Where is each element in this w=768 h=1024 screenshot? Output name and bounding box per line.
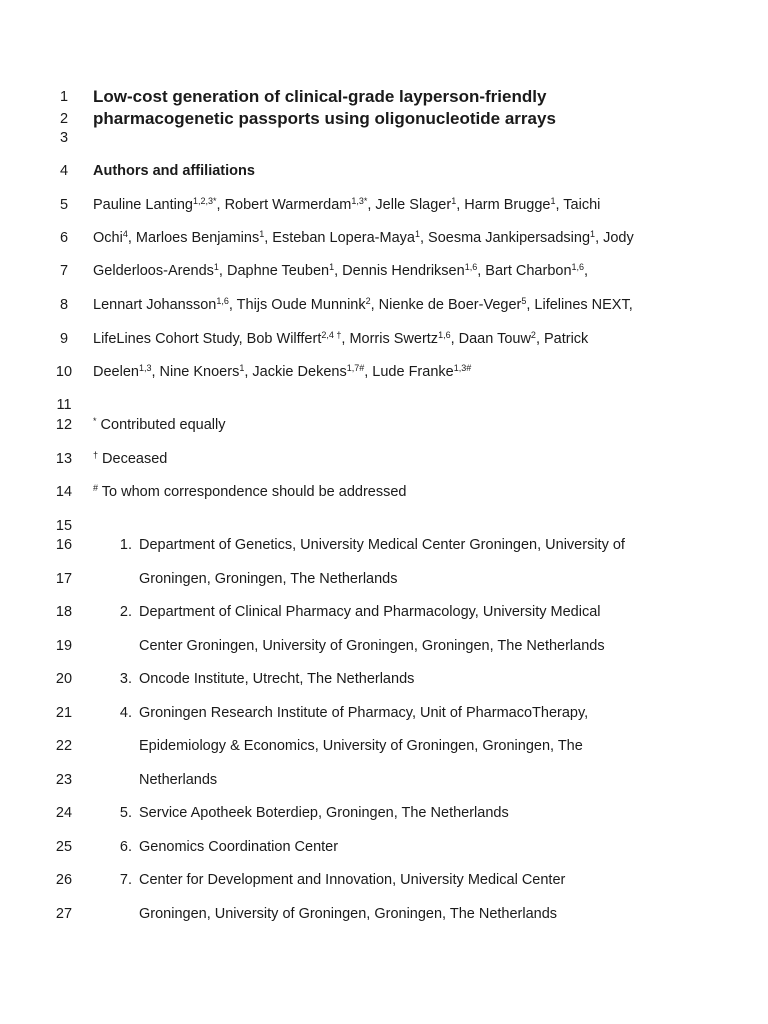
line-number: 19 xyxy=(55,638,73,654)
line-number: 26 xyxy=(55,872,73,888)
line-number: 12 xyxy=(55,417,73,433)
line-number: 16 xyxy=(55,537,73,553)
affiliation-number: 3. xyxy=(119,671,132,687)
affiliation-text: Groningen, Groningen, The Netherlands xyxy=(139,571,398,587)
affiliation-text: Service Apotheek Boterdiep, Groningen, The Netherlands xyxy=(139,805,509,821)
affiliation-number: 6. xyxy=(119,839,132,855)
affiliation-text: Center for Development and Innovation, University Medical Center xyxy=(139,872,566,888)
line-number: 27 xyxy=(55,906,73,922)
affiliation-text: Epidemiology & Economics, University of Groningen, Groningen, The xyxy=(139,738,583,754)
line-number: 11 xyxy=(56,397,72,413)
paper-title-line-1: Low-cost generation of clinical-grade layperson-friendly xyxy=(93,87,547,106)
line-number: 13 xyxy=(55,451,73,467)
line-number: 8 xyxy=(59,297,69,313)
line-number: 2 xyxy=(59,111,69,127)
affiliation-text: Center Groningen, University of Groningen, Groningen, The Netherlands xyxy=(139,638,605,654)
author-line-7: Gelderloos-Arends$^1$, Daphne Teuben$^1$, Dennis Hendriksen$^{1,6}$, Bart Charbon$^{1,6}$, xyxy=(93,262,589,279)
affiliation-number: 2. xyxy=(119,604,132,620)
affiliation-number: 5. xyxy=(119,805,132,821)
line-number: 15 xyxy=(55,518,73,534)
line-number: 25 xyxy=(55,839,73,855)
line-number: 18 xyxy=(55,604,73,620)
line-number: 10 xyxy=(55,364,73,380)
note-deceased: † Deceased xyxy=(93,450,168,467)
affiliation-text: Groningen Research Institute of Pharmacy, Unit of PharmacoTherapy, xyxy=(139,705,589,721)
line-number: 9 xyxy=(59,331,69,347)
line-number: 22 xyxy=(55,738,73,754)
affiliation-text: Genomics Coordination Center xyxy=(139,839,339,855)
affiliation-text: Oncode Institute, Utrecht, The Netherlands xyxy=(139,671,415,687)
line-number: 7 xyxy=(59,263,69,279)
line-number: 23 xyxy=(55,772,73,788)
line-number: 3 xyxy=(59,130,69,146)
affiliation-number: 1. xyxy=(119,537,132,553)
author-line-10: Deelen$^{1,3}$, Nine Knoers$^1$, Jackie Dekens$^{1,7\#}$, Lude Franke$^{1,3\#}$ xyxy=(93,363,472,380)
line-number: 4 xyxy=(59,163,69,179)
author-line-9: LifeLines Cohort Study, Bob Wilffert$^{2,4 \dagger}$, Morris Swertz$^{1,6}$, Daan Touw$^2$, Patrick xyxy=(93,330,589,347)
authors-heading: Authors and affiliations xyxy=(93,163,255,179)
author-line-5: Pauline Lanting$^{1,2,3*}$, Robert Warmerdam$^{1,3*}$, Jelle Slager$^1$, Harm Brugge$^1$, Taichi xyxy=(93,196,601,213)
line-number: 24 xyxy=(55,805,73,821)
affiliation-text: Department of Clinical Pharmacy and Pharmacology, University Medical xyxy=(139,604,601,620)
paper-title-line-2: pharmacogenetic passports using oligonucleotide arrays xyxy=(93,109,556,128)
author-line-6: Ochi$^4$, Marloes Benjamins$^1$, Esteban Lopera-Maya$^1$, Soesma Jankipersadsing$^1$, Jody xyxy=(93,229,634,246)
note-contributed-equally: * Contributed equally xyxy=(93,416,226,433)
author-line-8: Lennart Johansson$^{1,6}$, Thijs Oude Munnink$^2$, Nienke de Boer-Veger$^5$, Lifelines NEXT, xyxy=(93,296,633,313)
line-number: 1 xyxy=(59,89,69,105)
line-number: 6 xyxy=(59,230,69,246)
affiliation-number: 7. xyxy=(119,872,132,888)
affiliation-number: 4. xyxy=(119,705,132,721)
affiliation-text: Netherlands xyxy=(139,772,218,788)
affiliation-text: Groningen, University of Groningen, Groningen, The Netherlands xyxy=(139,906,558,922)
affiliation-text: Department of Genetics, University Medical Center Groningen, University of xyxy=(139,537,625,553)
line-number: 20 xyxy=(55,671,73,687)
note-correspondence: # To whom correspondence should be addressed xyxy=(93,483,407,500)
line-number: 5 xyxy=(59,197,69,213)
line-number: 21 xyxy=(55,705,73,721)
line-number: 14 xyxy=(55,484,73,500)
line-number: 17 xyxy=(55,571,73,587)
